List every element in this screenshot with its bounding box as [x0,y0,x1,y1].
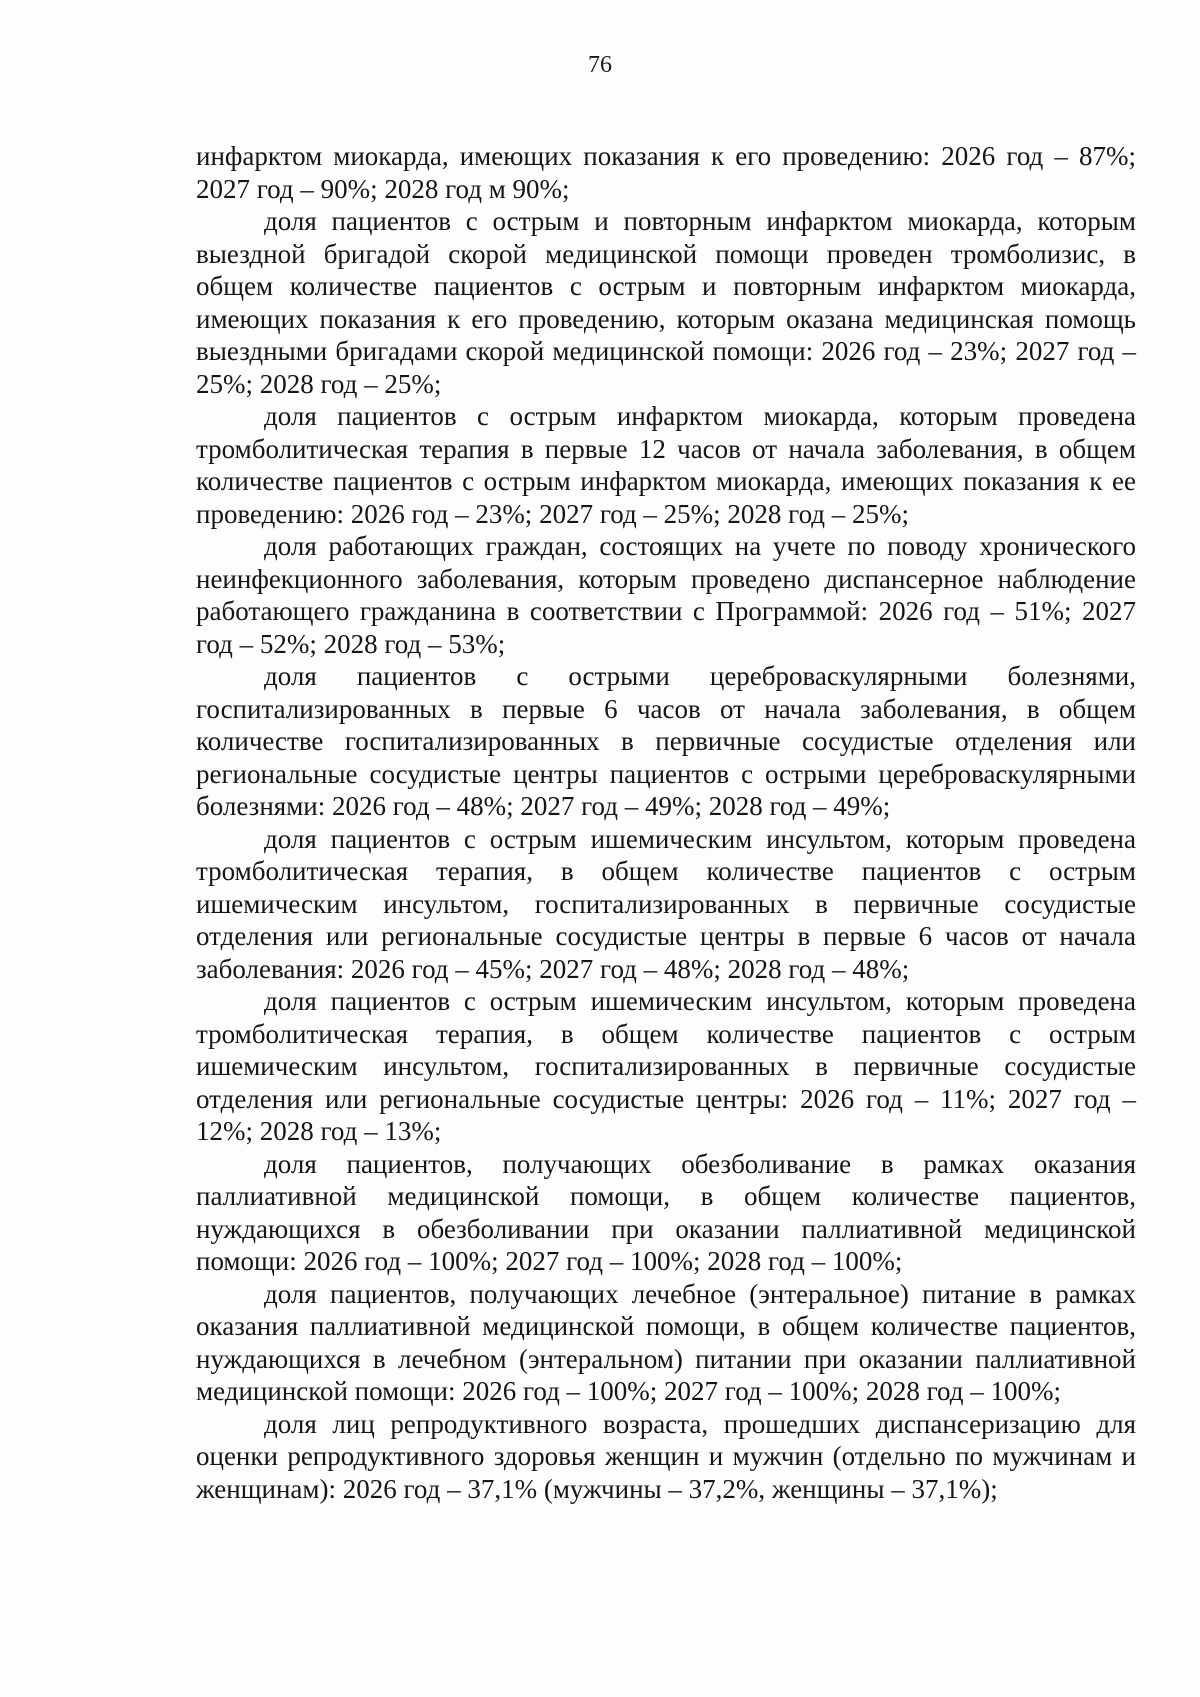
paragraph-thrombolytic-therapy-12h: доля пациентов с острым инфарктом миокарда, которым проведена тромболитическая терапия в первые 12 часов от начала заболевания, в общем количестве пациентов с острым инфарктом миокарда, имеющих показания к ее проведению: 2026 год – 23%; 2027 год – 25%; 2028 год – 25%; [196,401,1136,529]
page-number: 76 [588,52,612,78]
paragraph-ischemic-stroke-total: доля пациентов с острым ишемическим инсультом, которым проведена тромболитическая терапия, в общем количестве пациентов с острым ишемическим инсультом, госпитализированных в первичные сосудистые отделения или региональные сосудистые центры: 2026 год – 11%; 2027 год – 12%; 2028 год – 13%; [196,986,1136,1146]
paragraph-reproductive-health: доля лиц репродуктивного возраста, прошедших диспансеризацию для оценки репродуктивного здоровья женщин и мужчин (отдельно по мужчинам и женщинам): 2026 год – 37,1% (мужчины – 37,2%, женщины – 37,1%); [196,1408,1136,1504]
paragraph-cerebrovascular-hospitalization: доля пациентов с острыми цереброваскулярными болезнями, госпитализированных в первые 6 часов от начала заболевания, в общем количестве госпитализированных в первичные сосудистые отделения или региональные сосудистые центры пациентов с острыми цереброваскулярными болезнями: 2026 год – 48%; 2027 год – 49%; 2028 год – 49%; [196,661,1136,821]
paragraph-ischemic-stroke-6h: доля пациентов с острым ишемическим инсультом, которым проведена тромболитическая терапия, в общем количестве пациентов с острым ишемическим инсультом, госпитализированных в первичные сосудистые отделения или региональные сосудистые центры в первые 6 часов от начала заболевания: 2026 год – 45%; 2027 год – 48%; 2028 год – 48%; [196,823,1136,984]
document-body [196,140,1136,1505]
paragraph-thrombolysis-ambulance: доля пациентов с острым и повторным инфарктом миокарда, которым выездной бригадой скорой медицинской помощи проведен тромболизис, в общем количестве пациентов с острым и повторным инфарктом миокарда, имеющих показания к его проведению, которым оказана медицинская помощь выездными бригадами скорой медицинской помощи: 2026 год – 23%; 2027 год – 25%; 2028 год – 25%; [196,206,1136,399]
paragraph-dispensary-observation: доля работающих граждан, состоящих на учете по поводу хронического неинфекционного заболевания, которым проведено диспансерное наблюдение работающего гражданина в соответствии с Программой: 2026 год – 51%; 2027 год – 52%; 2028 год – 53%; [196,531,1136,659]
paragraph-palliative-nutrition: доля пациентов, получающих лечебное (энтеральное) питание в рамках оказания паллиативной медицинской помощи, в общем количестве пациентов, нуждающихся в лечебном (энтеральном) питании при оказании паллиативной медицинской помощи: 2026 год – 100%; 2027 год – 100%; 2028 год – 100%; [196,1278,1136,1406]
paragraph-palliative-analgesia: доля пациентов, получающих обезболивание в рамках оказания паллиативной медицинской помощи, в общем количестве пациентов, нуждающихся в обезболивании при оказании паллиативной медицинской помощи: 2026 год – 100%; 2027 год – 100%; 2028 год – 100%; [196,1148,1136,1276]
paragraph-continuation: инфарктом миокарда, имеющих показания к его проведению: 2026 год – 87%; 2027 год – 90%; 2028 год м 90%; [196,141,1136,204]
